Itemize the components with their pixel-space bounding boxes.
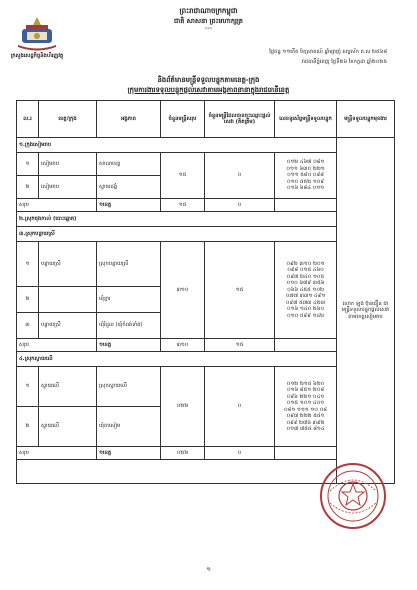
row-no: ១ — [17, 242, 39, 287]
staff-count: ០២២ — [161, 367, 205, 447]
nation-motto: ជាតិ សាសនា ព្រះមហាក្សត្រ — [174, 17, 243, 25]
section-title: ៤.ស្រុកស្វាយលើ — [17, 352, 337, 367]
total-phone-empty — [275, 447, 337, 460]
staff-assigned: ០ — [205, 367, 275, 447]
total-staff-assigned: ០ — [205, 199, 275, 212]
official-seal-icon — [318, 461, 388, 531]
total-staff-assigned: ១៥ — [205, 339, 275, 352]
phone-numbers: ០១២ ៤៦៧ ០៨១ ០១១ ៦៣០ ២២១ ០១១ ៥៨០ ០៩៨ ០១០ ៥៥២ ១០៩ ០១៦ ៦៨៤ ០១១ — [286, 159, 325, 192]
total-staff-count: ១៥ — [161, 199, 205, 212]
staff-assigned: ០ — [205, 153, 275, 199]
row-province: សៀមរាប — [39, 176, 97, 199]
total-staff-assigned: ០ — [205, 447, 275, 460]
total-value: ១ខេត្ត — [97, 339, 161, 352]
kingdom-title: ព្រះរាជាណាចក្រកម្ពុជា — [179, 7, 238, 15]
staff-count: ៣១០ — [161, 242, 205, 339]
phone-list — [275, 242, 337, 339]
document-title: និងព័ត៌មានមន្ត្រីទទួលបន្ទុកតាមខេត្ត-ក្រុង — [157, 76, 260, 84]
row-no: ២ — [17, 287, 39, 313]
section-title: ១.ក្រុងសៀមរាប — [17, 138, 337, 153]
row-unit: ស្រុកស្វាយលើ — [97, 367, 161, 407]
col-header-unit: អង្គភាព — [97, 101, 161, 138]
solar-date: រាជធានីភ្នំពេញ ថ្ងៃទី២៦ ខែកក្កដា ឆ្នាំ២០២៥ — [301, 59, 387, 65]
ministry-logo — [14, 16, 60, 52]
col-header-no: ល.រ — [17, 101, 39, 138]
document-subtitle: ក្រុមការងារទទួលបន្ទុកផ្តល់សេវាតាមអង្គភាពនានាក្នុងរាជធានីខេត្ត — [127, 86, 290, 94]
row-no: ២ — [17, 407, 39, 447]
section-title: ២.ស្រុកចុងកាល់ (បោះឆ្នោត) — [17, 212, 337, 227]
lunar-date: ថ្ងៃចន្ទ ១១កើត ខែស្រាពណ៍ ឆ្នាំម្សាញ់ សប្តស័ក ព.ស ២៥៦៨ — [269, 49, 387, 55]
total-phone-empty — [275, 199, 337, 212]
row-unit: ឃុំតាសៀម — [97, 407, 161, 447]
staff-count: ១៥ — [161, 153, 205, 199]
total-staff-count: ៣១០ — [161, 339, 205, 352]
col-header-province: ខេត្ត/ក្រុង — [39, 101, 97, 138]
phone-list — [275, 367, 337, 447]
row-unit: ឃុំរំដួល (ឃុំកំពង់ទាំង) — [97, 313, 161, 339]
row-province: បន្ទាយស្រី — [39, 313, 97, 339]
header-ornament: *** — [204, 27, 213, 33]
row-unit: ស្វាយដង្គំ — [97, 176, 161, 199]
row-unit: សាលាខេត្ត — [97, 153, 161, 176]
total-value: ១ខេត្ត — [97, 447, 161, 460]
section-title: ៣.ស្រុកបន្ទាយស្រី — [17, 227, 337, 242]
row-province: សៀមរាប — [39, 153, 97, 176]
row-no: ៣ — [17, 313, 39, 339]
row-unit: ស្រុកបន្ទាយស្រី — [97, 242, 161, 287]
row-province: ស្វាយលើ — [39, 407, 97, 447]
phone-list — [275, 153, 337, 199]
section-row — [17, 138, 395, 153]
row-province — [39, 287, 97, 313]
total-label: សរុប — [17, 339, 97, 352]
row-province: ស្វាយលើ — [39, 367, 97, 407]
col-header-staff-assigned: ចំនួនមន្ត្រីដែលបានចុះឈ្មោះផ្តល់សេវា (គិតត្រឹម) — [205, 101, 275, 138]
total-phone-empty — [275, 339, 337, 352]
row-unit: ឃុំខ្នារ — [97, 287, 161, 313]
total-label: សរុប — [17, 199, 97, 212]
row-province: បន្ទាយស្រី — [39, 242, 97, 287]
col-header-contact: មន្ត្រីទទួលបន្ទុកមុខងារ — [337, 101, 395, 138]
total-value: ១ខេត្ត — [97, 199, 161, 212]
table-header-row — [17, 101, 395, 138]
page-number: ១ — [206, 566, 211, 573]
row-no: ១ — [17, 153, 39, 176]
phone-numbers: ០៩២ ៣១០ ២០១ ០៩៨ ០១៥ ៤៦០ ០៩៧ ២៤០ ១០៥ ០១០ ៦៧៩ ៣៥៦ ០៦៦ ៤៥៥ ១០២ ០៧៧ ៣៣១ ៤៩១ ០៩៧ ៥៧៣ ៤២៣ ០១៦ ១៤០ ២៦០ ០១០ ៥៩៩ ១៤២ — [285, 260, 326, 319]
phone-numbers: ០១២ ២១៥ ៦២០ ០១៦ ៨៥១ ២០៨ ០៩៦ ២២១ ០៤១ ០១៥ ១០១ ៤០១ ០៨១ ១១១ ១០ ០៨ ០៩៧ ២២២ ៥៥១ ០៩៩ ២៧៦ ៣៩២ ០១៧ ៧៥៥ ៨១៤ — [284, 380, 327, 432]
col-header-staff-count: ចំនួនមន្ត្រីសរុប — [161, 101, 205, 138]
col-header-phone: លេខទូរស័ព្ទមន្ត្រីទទួលបន្ទុក — [275, 101, 337, 138]
total-label: សរុប — [17, 447, 97, 460]
filler-cell — [17, 460, 337, 484]
row-no: ១ — [17, 367, 39, 407]
staff-assigned: ១៥ — [205, 242, 275, 339]
contact-cell: លោក ឡុង ប៊ុនធឿន ជាមន្ត្រីទទួលបន្ទុកផ្តល់សេវាតាមខេត្តសៀមរាប — [337, 138, 395, 484]
ministry-caption: ក្រសួងសេដ្ឋកិច្ចនិងហិរញ្ញវត្ថុ — [10, 53, 64, 59]
row-no: ២ — [17, 176, 39, 199]
total-staff-count: ០២២ — [161, 447, 205, 460]
staff-table — [16, 100, 395, 484]
